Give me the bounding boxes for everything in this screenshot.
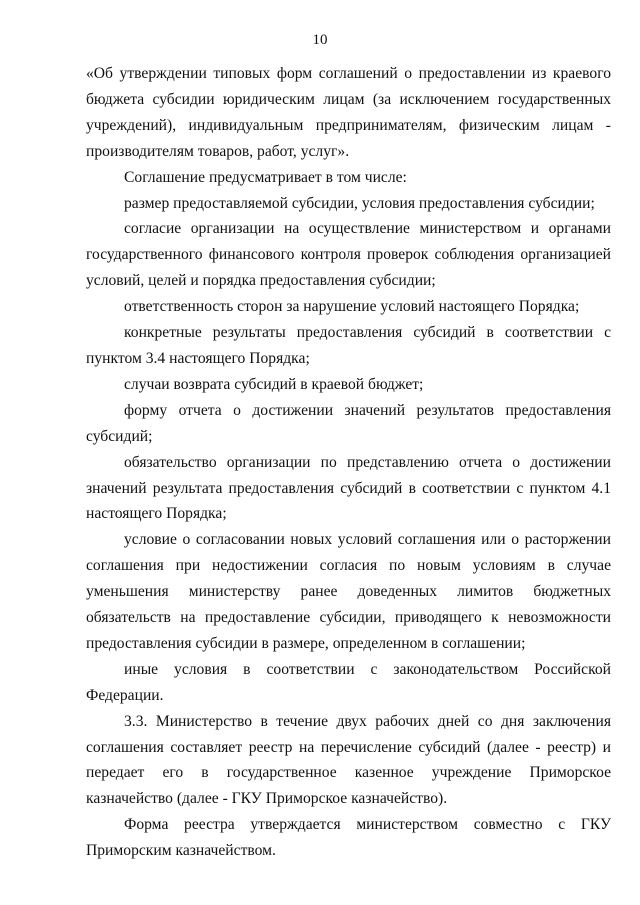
paragraph-continuation: «Об утверждении типовых форм соглашений о предоставлении из краевого бюджета субсидии юридическим лицам (за исключением государственных учреждений), индивидуальным предпринимателям, физическим лицам - производителям товаров, работ, услуг». bbox=[86, 65, 611, 160]
paragraph-section-3-3: 3.3. Министерство в течение двух рабочих дней со дня заключения соглашения составляет реестр на перечисление субсидий (далее - реестр) и передает его в государственное казенное учреждение Приморское казначейство (далее - ГКУ Приморское казначейство). bbox=[86, 712, 611, 808]
paragraph-specific-results: конкретные результаты предоставления субсидий в соответствии с пунктом 3.4 настоящего Порядка; bbox=[86, 324, 611, 367]
paragraph-register-form: Форма реестра утверждается министерством совместно с ГКУ Приморским казначейством. bbox=[86, 816, 611, 860]
paragraph-report-obligation: обязательство организации по представлению отчета о достижении значений результата предоставления субсидий в соответствии с пунктом 4.1 настоящего Порядка; bbox=[86, 453, 611, 523]
paragraph-other-conditions: иные условия в соответствии с законодательством Российской Федерации. bbox=[86, 660, 611, 704]
paragraph-report-form: форму отчета о достижении значений результатов предоставления субсидий; bbox=[86, 401, 611, 445]
paragraph-agreement-intro: Соглашение предусматривает в том числе: bbox=[124, 168, 407, 186]
page-number: 10 bbox=[312, 32, 328, 48]
paragraph-responsibility: ответственность сторон за нарушение условий настоящего Порядка; bbox=[124, 298, 580, 316]
document-body bbox=[86, 61, 611, 864]
paragraph-new-conditions: условие о согласовании новых условий соглашения или о расторжении соглашения при недостижении согласия по новым условиям в случае уменьшения министерству ранее доведенных лимитов бюджетных обязательств на предоставление субсидии, приводящего к невозможности предоставления субсидии в размере, определенном в соглашении; bbox=[86, 531, 611, 652]
paragraph-refund-cases: случаи возврата субсидий в краевой бюджет; bbox=[124, 375, 424, 393]
paragraph-consent-inspections: согласие организации на осуществление министерством и органами государственного финансового контроля проверок соблюдения организацией условий, целей и порядка предоставления субсидии; bbox=[86, 220, 611, 290]
paragraph-subsidy-size: размер предоставляемой субсидии, условия предоставления субсидии; bbox=[124, 194, 595, 212]
